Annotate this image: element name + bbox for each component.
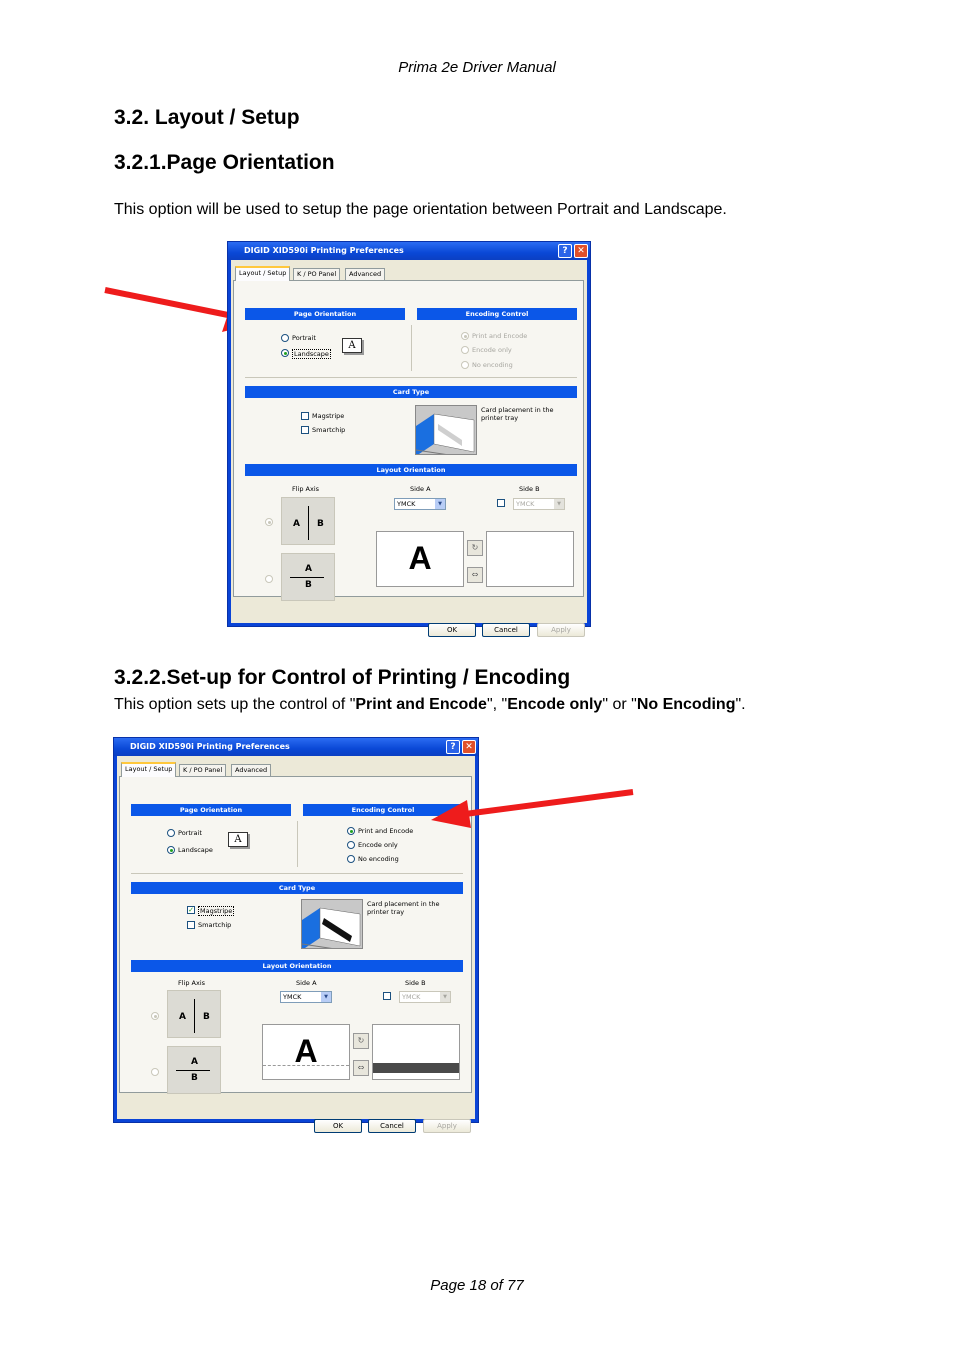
side-b-label: Side B	[405, 979, 426, 987]
side-b-checkbox[interactable]	[383, 992, 391, 1000]
divider	[245, 377, 577, 378]
card-placement-image	[415, 405, 477, 455]
smartchip-label: Smartchip	[312, 426, 346, 434]
dialog-title: DIGID XID590i Printing Preferences	[114, 738, 478, 756]
cancel-button[interactable]: Cancel	[368, 1119, 416, 1133]
print-and-encode-radio[interactable]	[461, 332, 469, 340]
page-orientation-header: Page Orientation	[131, 804, 291, 816]
cancel-button[interactable]: Cancel	[482, 623, 530, 637]
red-arrow-icon	[425, 782, 637, 834]
encode-only-radio[interactable]	[461, 346, 469, 354]
tab-layout-setup[interactable]: Layout / Setup	[121, 762, 176, 777]
magstripe-band	[373, 1063, 459, 1073]
card-type-header: Card Type	[245, 386, 577, 398]
flip-horizontal-radio[interactable]	[151, 1068, 159, 1076]
side-b-checkbox[interactable]	[497, 499, 505, 507]
side-b-preview	[372, 1024, 460, 1080]
flip-horizontal-radio[interactable]	[265, 575, 273, 583]
no-encoding-radio[interactable]	[347, 855, 355, 863]
side-b-preview	[486, 531, 574, 587]
card-type-header: Card Type	[131, 882, 463, 894]
portrait-radio[interactable]	[167, 829, 175, 837]
swap-icon[interactable]: ⇔	[467, 567, 483, 583]
subsection-heading-page-orientation: 3.2.1.Page Orientation	[114, 151, 335, 174]
tab-panel	[233, 280, 584, 597]
page-orientation-header: Page Orientation	[245, 308, 405, 320]
document-header: Prima 2e Driver Manual	[398, 59, 556, 76]
orientation-icon: A	[228, 832, 248, 847]
smartchip-checkbox[interactable]	[301, 426, 309, 434]
layout-orientation-header: Layout Orientation	[131, 960, 463, 972]
dialog-client	[117, 756, 475, 1130]
dialog-title: DIGID XID590i Printing Preferences	[228, 242, 590, 260]
smartchip-checkbox[interactable]	[187, 921, 195, 929]
encoding-control-header: Encoding Control	[303, 804, 463, 816]
side-a-select[interactable]: YMCK ▼	[280, 991, 332, 1003]
side-a-label: Side A	[296, 979, 317, 987]
portrait-label: Portrait	[178, 829, 202, 837]
no-encoding-label: No encoding	[472, 361, 513, 369]
flip-axis-label: Flip Axis	[292, 485, 320, 493]
divider	[131, 873, 463, 874]
paragraph-encoding: This option sets up the control of "Print and Encode", "Encode only" or "No Encoding".	[114, 696, 746, 713]
tab-advanced[interactable]: Advanced	[231, 764, 271, 776]
landscape-radio[interactable]	[281, 349, 289, 357]
card-placement-label: Card placement in the printer tray	[367, 900, 440, 916]
orientation-icon: A	[342, 338, 362, 353]
encode-only-radio[interactable]	[347, 841, 355, 849]
flip-vertical-image: A B	[281, 497, 335, 545]
subsection-heading-encoding: 3.2.2.Set-up for Control of Printing / Encoding	[114, 666, 571, 689]
paragraph-page-orientation: This option will be used to setup the page orientation between Portrait and Landscape.	[114, 201, 727, 218]
ok-button[interactable]: OK	[428, 623, 476, 637]
card-placement-label: Card placement in the printer tray	[481, 406, 554, 422]
help-button[interactable]: ?	[558, 244, 572, 258]
print-and-encode-label: Print and Encode	[472, 332, 528, 340]
side-a-label: Side A	[410, 485, 431, 493]
encode-only-label: Encode only	[472, 346, 512, 354]
swap-icon[interactable]: ⇔	[353, 1060, 369, 1076]
smartchip-label: Smartchip	[198, 921, 232, 929]
ok-button[interactable]: OK	[314, 1119, 362, 1133]
apply-button[interactable]: Apply	[537, 623, 585, 637]
landscape-label: Landscape	[294, 350, 329, 358]
close-button[interactable]: ✕	[574, 244, 588, 258]
magstripe-label: Magstripe	[200, 907, 233, 915]
encode-only-label: Encode only	[358, 841, 398, 849]
side-b-select[interactable]: YMCK ▼	[513, 498, 565, 510]
tab-k-po-panel[interactable]: K / PO Panel	[179, 764, 226, 776]
no-encoding-label: No encoding	[358, 855, 399, 863]
side-a-preview: A	[262, 1024, 350, 1080]
card-placement-image	[301, 899, 363, 949]
tab-layout-setup[interactable]: Layout / Setup	[235, 266, 290, 281]
flip-axis-label: Flip Axis	[178, 979, 206, 987]
side-a-select[interactable]: YMCK ▼	[394, 498, 446, 510]
no-encoding-radio[interactable]	[461, 361, 469, 369]
side-a-preview: A	[376, 531, 464, 587]
section-heading: 3.2. Layout / Setup	[114, 106, 300, 129]
side-b-label: Side B	[519, 485, 540, 493]
magstripe-checkbox[interactable]: ✓	[188, 906, 194, 914]
printing-preferences-dialog	[227, 241, 591, 634]
flip-horizontal-image: A B	[281, 553, 335, 601]
flip-horizontal-image: A B	[167, 1046, 221, 1094]
apply-button[interactable]: Apply	[423, 1119, 471, 1133]
flip-vertical-radio[interactable]	[265, 518, 273, 526]
close-button[interactable]: ✕	[462, 740, 476, 754]
rotate-icon[interactable]: ↻	[467, 540, 483, 556]
divider	[297, 821, 298, 867]
tab-advanced[interactable]: Advanced	[345, 268, 385, 280]
landscape-radio[interactable]	[167, 846, 175, 854]
layout-orientation-header: Layout Orientation	[245, 464, 577, 476]
landscape-label: Landscape	[178, 846, 213, 854]
print-and-encode-label: Print and Encode	[358, 827, 414, 835]
tab-k-po-panel[interactable]: K / PO Panel	[293, 268, 340, 280]
portrait-label: Portrait	[292, 334, 316, 342]
tab-panel	[119, 776, 472, 1093]
rotate-icon[interactable]: ↻	[353, 1033, 369, 1049]
side-b-select[interactable]: YMCK ▼	[399, 991, 451, 1003]
page-footer: Page 18 of 77	[430, 1277, 524, 1294]
print-and-encode-radio[interactable]	[347, 827, 355, 835]
help-button[interactable]: ?	[446, 740, 460, 754]
magstripe-label: Magstripe	[312, 412, 345, 420]
magstripe-checkbox[interactable]	[301, 412, 309, 420]
flip-vertical-image: A B	[167, 990, 221, 1038]
portrait-radio[interactable]	[281, 334, 289, 342]
divider	[411, 325, 412, 371]
flip-vertical-radio[interactable]	[151, 1012, 159, 1020]
encoding-control-header: Encoding Control	[417, 308, 577, 320]
dialog-client	[231, 260, 587, 634]
